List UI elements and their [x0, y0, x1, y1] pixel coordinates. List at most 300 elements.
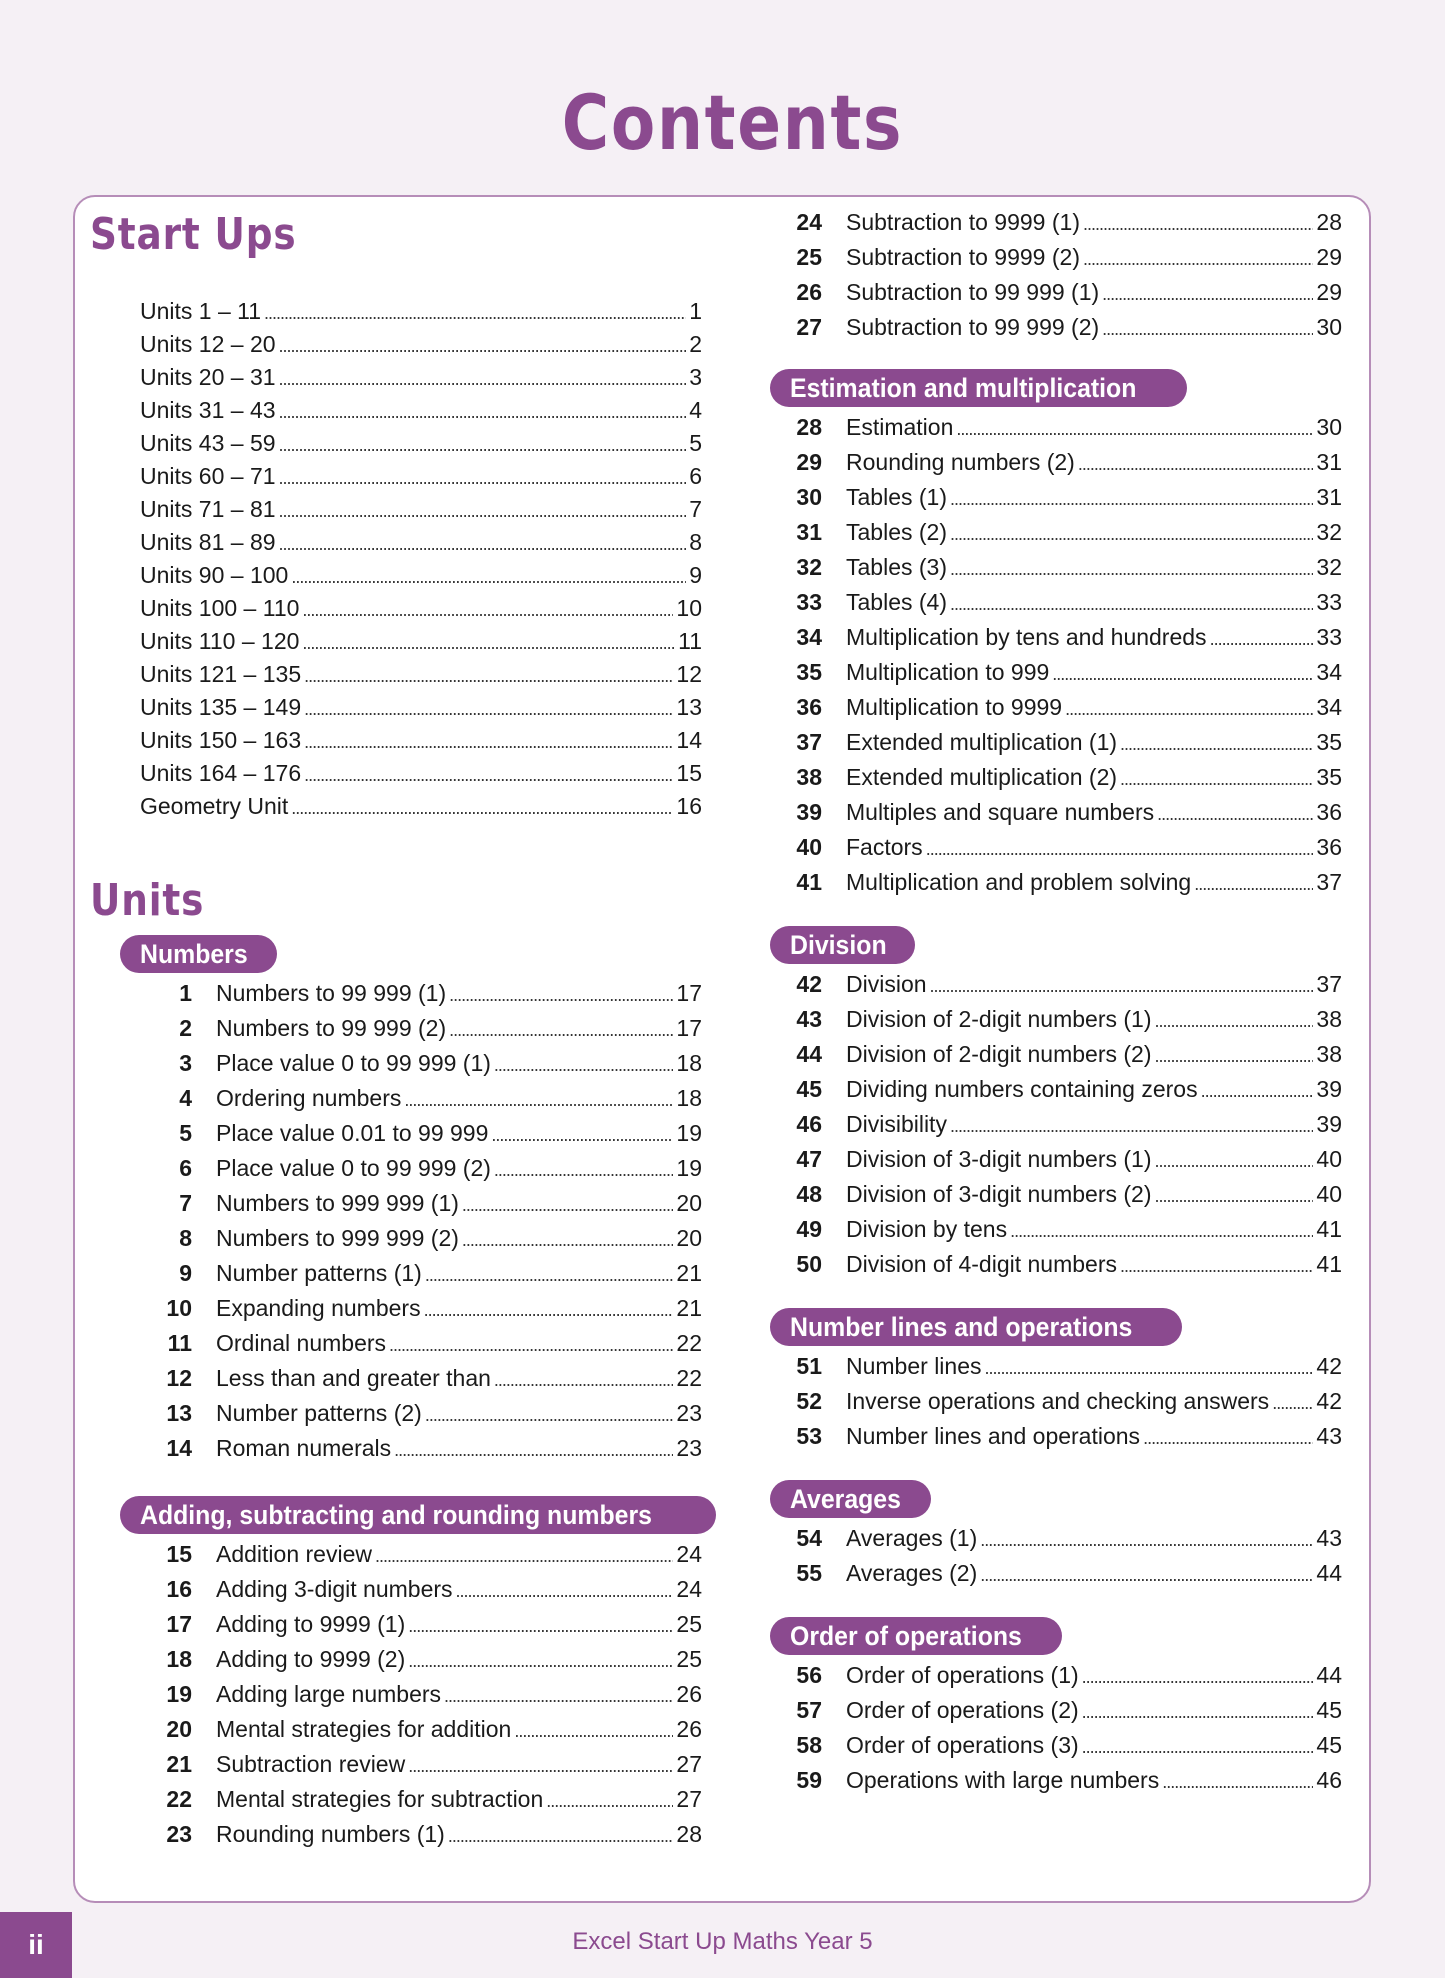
toc-entry	[140, 625, 702, 658]
toc-entry	[140, 361, 702, 394]
dot-leader	[950, 550, 1313, 587]
dot-leader	[279, 526, 687, 561]
toc-entry	[140, 1607, 702, 1642]
page-number-ref: 44	[1316, 1662, 1342, 1688]
page-number-ref: 16	[676, 793, 702, 819]
page-number-ref: 45	[1316, 1732, 1342, 1758]
entry-title: Multiplication by tens and hundreds	[846, 624, 1207, 650]
dot-leader	[408, 1642, 673, 1679]
unit-number: 42	[796, 971, 822, 997]
toc-entry	[140, 526, 702, 559]
toc-entry	[140, 427, 702, 460]
toc-entry	[140, 1011, 702, 1046]
entry-title: Averages (1)	[846, 1525, 978, 1551]
unit-number: 49	[796, 1216, 822, 1242]
dot-leader	[926, 830, 1314, 867]
page-number-ref: 31	[1316, 449, 1342, 475]
entry-title: Number lines	[846, 1353, 982, 1379]
entry-title: Division	[846, 971, 927, 997]
page-number-ref: 6	[689, 463, 702, 489]
toc-entry	[770, 1107, 1342, 1142]
unit-number: 51	[796, 1353, 822, 1379]
toc-entry	[770, 275, 1342, 310]
page-number-ref: 46	[1316, 1767, 1342, 1793]
unit-number: 11	[167, 1330, 192, 1356]
dot-leader	[1120, 760, 1313, 797]
entry-title: Numbers to 99 999 (1)	[216, 980, 447, 1006]
section-pill-adding-subtracting: Adding, subtracting and rounding numbers	[120, 1496, 716, 1534]
toc-entry	[140, 790, 702, 823]
toc-entry	[770, 1658, 1342, 1693]
toc-entry	[140, 295, 702, 328]
page-number-ref: 39	[1316, 1076, 1342, 1102]
toc-entry	[140, 328, 702, 361]
page-number-ref: 10	[676, 595, 702, 621]
page-number-ref: 2	[689, 331, 702, 357]
dot-leader	[375, 1537, 673, 1574]
page-number-ref: 20	[676, 1190, 702, 1216]
page-number-ref: 45	[1316, 1697, 1342, 1723]
toc-entry	[140, 1747, 702, 1782]
page-number-ref: 38	[1316, 1041, 1342, 1067]
dot-leader	[1082, 1693, 1314, 1730]
toc-entry	[770, 1002, 1342, 1037]
toc-entry	[140, 1537, 702, 1572]
page-number-ref: 26	[676, 1716, 702, 1742]
unit-number: 48	[796, 1181, 822, 1207]
page-title: Contents	[561, 78, 904, 167]
unit-number: 44	[796, 1041, 822, 1067]
entry-title: Division of 2-digit numbers (1)	[846, 1006, 1152, 1032]
entry-title: Tables (2)	[846, 519, 947, 545]
dot-leader	[1010, 1212, 1313, 1249]
dot-leader	[291, 790, 673, 825]
unit-number: 3	[179, 1050, 192, 1076]
entry-title: Multiples and square numbers	[846, 799, 1155, 825]
dot-leader	[950, 1107, 1313, 1144]
toc-entry	[140, 976, 702, 1011]
entry-title: Roman numerals	[216, 1435, 392, 1461]
entry-title: Rounding numbers (2)	[846, 449, 1075, 475]
dot-leader	[1065, 690, 1313, 727]
unit-number: 5	[179, 1120, 192, 1146]
toc-entry	[140, 460, 702, 493]
dot-leader	[1155, 1177, 1314, 1214]
toc-entry	[770, 205, 1342, 240]
dot-leader	[304, 691, 673, 726]
toc-entry	[140, 1151, 702, 1186]
dot-leader	[404, 1081, 673, 1118]
dot-leader	[1155, 1037, 1314, 1074]
dot-leader	[1162, 1763, 1313, 1800]
toc-entry	[140, 1642, 702, 1677]
unit-number: 13	[166, 1400, 192, 1426]
page-number-ref: 43	[1316, 1423, 1342, 1449]
toc-entry	[140, 1291, 702, 1326]
dot-leader	[448, 1817, 674, 1854]
toc-entry	[770, 1763, 1342, 1798]
entry-title: Rounding numbers (1)	[216, 1821, 445, 1847]
toc-entry	[770, 830, 1342, 865]
entry-title: Units 81 – 89	[140, 529, 276, 555]
page-number-ref: 4	[689, 397, 702, 423]
toc-entry	[770, 967, 1342, 1002]
page-number-ref: 26	[676, 1681, 702, 1707]
page-number-ref: 1	[689, 298, 702, 324]
toc-entry	[770, 1693, 1342, 1728]
page-number-ref: 23	[676, 1435, 702, 1461]
section-pill-averages: Averages	[770, 1480, 931, 1518]
page-number-ref: 17	[676, 1015, 702, 1041]
dot-leader	[985, 1349, 1314, 1386]
entry-title: Order of operations (1)	[846, 1662, 1079, 1688]
page-number-ref: 38	[1316, 1006, 1342, 1032]
page-number-ref: 28	[1316, 209, 1342, 235]
entry-title: Units 1 – 11	[140, 298, 262, 324]
unit-number: 25	[796, 244, 822, 270]
unit-number: 28	[796, 414, 822, 440]
toc-entry	[140, 1046, 702, 1081]
entry-title: Extended multiplication (2)	[846, 764, 1118, 790]
entry-title: Adding large numbers	[216, 1681, 442, 1707]
page-number-ref: 27	[676, 1751, 702, 1777]
unit-number: 10	[166, 1295, 192, 1321]
unit-number: 27	[796, 314, 822, 340]
dot-leader	[1083, 240, 1313, 277]
unit-number: 14	[166, 1435, 192, 1461]
page-number-ref: 19	[676, 1120, 702, 1146]
page-number-ref: 32	[1316, 554, 1342, 580]
entry-title: Division of 3-digit numbers (1)	[846, 1146, 1152, 1172]
unit-number: 35	[796, 659, 822, 685]
section-pill-numbers: Numbers	[120, 935, 277, 973]
dot-leader	[1272, 1384, 1313, 1421]
unit-number: 12	[166, 1365, 192, 1391]
number-lines-list	[770, 1349, 1342, 1454]
entry-title: Multiplication to 9999	[846, 694, 1063, 720]
unit-number: 4	[179, 1085, 192, 1111]
toc-entry	[140, 691, 702, 724]
dot-leader	[1155, 1142, 1314, 1179]
unit-number: 15	[166, 1541, 192, 1567]
unit-number: 38	[796, 764, 822, 790]
unit-number: 54	[796, 1525, 822, 1551]
entry-title: Units 90 – 100	[140, 562, 289, 588]
toc-entry	[140, 1782, 702, 1817]
toc-entry	[140, 1817, 702, 1852]
unit-number: 18	[166, 1646, 192, 1672]
unit-number: 19	[166, 1681, 192, 1707]
unit-number: 17	[166, 1611, 192, 1637]
entry-title: Averages (2)	[846, 1560, 978, 1586]
toc-entry	[140, 1326, 702, 1361]
dot-leader	[1194, 865, 1313, 902]
order-of-operations-list	[770, 1658, 1342, 1798]
entry-title: Expanding numbers	[216, 1295, 421, 1321]
dot-leader	[449, 1011, 673, 1048]
dot-leader	[291, 559, 686, 594]
toc-entry	[770, 480, 1342, 515]
toc-entry	[770, 445, 1342, 480]
entry-title: Geometry Unit	[140, 793, 289, 819]
unit-number: 59	[796, 1767, 822, 1793]
entry-title: Numbers to 999 999 (2)	[216, 1225, 459, 1251]
unit-number: 30	[796, 484, 822, 510]
page-number-ref: 21	[676, 1260, 702, 1286]
toc-entry	[770, 515, 1342, 550]
entry-title: Numbers to 999 999 (1)	[216, 1190, 459, 1216]
unit-number: 52	[796, 1388, 822, 1414]
dot-leader	[1082, 1658, 1314, 1695]
unit-number: 53	[796, 1423, 822, 1449]
entry-title: Tables (4)	[846, 589, 947, 615]
toc-entry	[770, 1349, 1342, 1384]
entry-title: Division of 4-digit numbers	[846, 1251, 1118, 1277]
toc-entry	[140, 1221, 702, 1256]
entry-title: Units 164 – 176	[140, 760, 302, 786]
unit-number: 57	[796, 1697, 822, 1723]
dot-leader	[494, 1046, 674, 1083]
entry-title: Place value 0.01 to 99 999	[216, 1120, 489, 1146]
toc-entry	[770, 760, 1342, 795]
unit-number: 34	[796, 624, 822, 650]
unit-number: 22	[166, 1786, 192, 1812]
page-number-ref: 33	[1316, 589, 1342, 615]
page-number-ref: 23	[676, 1400, 702, 1426]
unit-number: 7	[179, 1190, 192, 1216]
toc-entry	[770, 1556, 1342, 1591]
dot-leader	[1155, 1002, 1314, 1039]
dot-leader	[514, 1712, 673, 1749]
dot-leader	[304, 757, 673, 792]
dot-leader	[1120, 1247, 1313, 1284]
toc-entry	[770, 1521, 1342, 1556]
numbers-list	[90, 976, 702, 1466]
toc-entry	[770, 550, 1342, 585]
unit-number: 36	[796, 694, 822, 720]
page-number-ref: 35	[1316, 729, 1342, 755]
page-number-ref: 27	[676, 1786, 702, 1812]
unit-number: 16	[166, 1576, 192, 1602]
section-pill-division: Division	[770, 926, 915, 964]
page-number-ref: 20	[676, 1225, 702, 1251]
entry-title: Divisibility	[846, 1111, 947, 1137]
book-title: Excel Start Up Maths Year 5	[572, 1928, 873, 1955]
page-number-ref: 31	[1316, 484, 1342, 510]
toc-entry	[770, 620, 1342, 655]
page-number-ref: 25	[676, 1646, 702, 1672]
unit-number: 2	[179, 1015, 192, 1041]
page-number-ref: 34	[1316, 659, 1342, 685]
page-number-ref: 18	[676, 1050, 702, 1076]
page-number-ref: 5	[689, 430, 702, 456]
page-number-ref: 41	[1316, 1216, 1342, 1242]
toc-entry	[770, 1212, 1342, 1247]
unit-number: 40	[796, 834, 822, 860]
unit-number: 47	[796, 1146, 822, 1172]
dot-leader	[462, 1221, 674, 1258]
entry-title: Subtraction to 9999 (1)	[846, 209, 1080, 235]
entry-title: Less than and greater than	[216, 1365, 491, 1391]
entry-title: Units 135 – 149	[140, 694, 302, 720]
entry-title: Number patterns (2)	[216, 1400, 422, 1426]
entry-title: Units 121 – 135	[140, 661, 302, 687]
page-number-ref: 32	[1316, 519, 1342, 545]
entry-title: Units 100 – 110	[140, 595, 300, 621]
section-pill-number-lines: Number lines and operations	[770, 1308, 1182, 1346]
toc-entry	[770, 1728, 1342, 1763]
unit-number: 20	[166, 1716, 192, 1742]
toc-entry	[140, 658, 702, 691]
dot-leader	[1083, 205, 1313, 242]
entry-title: Units 12 – 20	[140, 331, 276, 357]
start-ups-list	[90, 295, 702, 823]
dot-leader	[424, 1291, 674, 1328]
page-number-ref: 17	[676, 980, 702, 1006]
entry-title: Adding to 9999 (1)	[216, 1611, 406, 1637]
entry-title: Units 71 – 81	[140, 496, 276, 522]
entry-title: Estimation	[846, 414, 954, 440]
dot-leader	[456, 1572, 674, 1609]
dot-leader	[389, 1326, 673, 1363]
unit-number: 55	[796, 1560, 822, 1586]
page-number-ref: 41	[1316, 1251, 1342, 1277]
dot-leader	[494, 1361, 673, 1398]
dot-leader	[1102, 310, 1313, 347]
page-number-ref: 9	[689, 562, 702, 588]
entry-title: Mental strategies for addition	[216, 1716, 512, 1742]
entry-title: Units 43 – 59	[140, 430, 276, 456]
toc-entry	[770, 795, 1342, 830]
dot-leader	[950, 585, 1313, 622]
entry-title: Subtraction to 99 999 (1)	[846, 279, 1100, 305]
entry-title: Factors	[846, 834, 923, 860]
unit-number: 37	[796, 729, 822, 755]
toc-entry	[770, 725, 1342, 760]
page-number-ref: 42	[1316, 1353, 1342, 1379]
unit-number: 39	[796, 799, 822, 825]
page-number-ref: 29	[1316, 244, 1342, 270]
toc-entry	[140, 1256, 702, 1291]
entry-title: Units 20 – 31	[140, 364, 276, 390]
page-number-ref: 21	[676, 1295, 702, 1321]
page-number-ref: 30	[1316, 414, 1342, 440]
dot-leader	[494, 1151, 674, 1188]
page-number-ref: 15	[676, 760, 702, 786]
unit-number: 41	[796, 869, 822, 895]
unit-number: 9	[179, 1260, 192, 1286]
page-number-ref: 19	[676, 1155, 702, 1181]
entry-title: Ordinal numbers	[216, 1330, 387, 1356]
entry-title: Place value 0 to 99 999 (2)	[216, 1155, 491, 1181]
toc-entry	[770, 240, 1342, 275]
toc-entry	[140, 559, 702, 592]
page-number-ref: 37	[1316, 971, 1342, 997]
toc-entry	[770, 310, 1342, 345]
entry-title: Adding 3-digit numbers	[216, 1576, 453, 1602]
page-number-ref: 37	[1316, 869, 1342, 895]
dot-leader	[449, 976, 673, 1013]
unit-number: 21	[166, 1751, 192, 1777]
toc-entry	[140, 757, 702, 790]
entry-title: Place value 0 to 99 999 (1)	[216, 1050, 491, 1076]
toc-entry	[770, 865, 1342, 900]
units-heading: Units	[90, 875, 205, 926]
dot-leader	[444, 1677, 673, 1714]
page-number-ref: 44	[1316, 1560, 1342, 1586]
page-number-ref: 24	[676, 1541, 702, 1567]
toc-entry	[770, 690, 1342, 725]
toc-entry	[770, 585, 1342, 620]
section-pill-estimation: Estimation and multiplication	[770, 369, 1187, 407]
entry-title: Order of operations (3)	[846, 1732, 1079, 1758]
toc-entry	[770, 1037, 1342, 1072]
page-number-ref: 25	[676, 1611, 702, 1637]
dot-leader	[304, 724, 673, 759]
entry-title: Division of 2-digit numbers (2)	[846, 1041, 1152, 1067]
page-number-ref: 42	[1316, 1388, 1342, 1414]
dot-leader	[1120, 725, 1313, 762]
page-number-ref: 39	[1316, 1111, 1342, 1137]
page-number-ref: 29	[1316, 279, 1342, 305]
page-number-ref: 40	[1316, 1181, 1342, 1207]
unit-number: 45	[796, 1076, 822, 1102]
page-number-ref: 8	[689, 529, 702, 555]
entry-title: Inverse operations and checking answers	[846, 1388, 1270, 1414]
entry-title: Number patterns (1)	[216, 1260, 422, 1286]
dot-leader	[279, 493, 687, 528]
toc-entry	[770, 410, 1342, 445]
dot-leader	[1052, 655, 1313, 692]
unit-number: 56	[796, 1662, 822, 1688]
dot-leader	[408, 1747, 673, 1784]
entry-title: Adding to 9999 (2)	[216, 1646, 406, 1672]
unit-number: 6	[179, 1155, 192, 1181]
unit-number: 46	[796, 1111, 822, 1137]
dot-leader	[279, 394, 687, 429]
averages-list	[770, 1521, 1342, 1591]
dot-leader	[491, 1116, 673, 1153]
dot-leader	[956, 410, 1313, 447]
dot-leader	[394, 1431, 673, 1468]
dot-leader	[980, 1556, 1313, 1593]
dot-leader	[950, 480, 1313, 517]
dot-leader	[1078, 445, 1314, 482]
page-number-ref: 43	[1316, 1525, 1342, 1551]
page-number-ref: 33	[1316, 624, 1342, 650]
entry-title: Subtraction to 9999 (2)	[846, 244, 1080, 270]
toc-entry	[770, 1072, 1342, 1107]
dot-leader	[302, 625, 675, 660]
adding-subtracting-list-continued	[770, 205, 1342, 345]
entry-title: Units 150 – 163	[140, 727, 302, 753]
section-pill-order-of-operations: Order of operations	[770, 1617, 1062, 1655]
left-column	[90, 205, 702, 1852]
estimation-list	[770, 410, 1342, 900]
dot-leader	[1210, 620, 1314, 657]
unit-number: 24	[796, 209, 822, 235]
start-ups-heading: Start Ups	[90, 209, 297, 260]
dot-leader	[1143, 1419, 1313, 1456]
page-number-ref: 35	[1316, 764, 1342, 790]
dot-leader	[1201, 1072, 1314, 1109]
dot-leader	[1082, 1728, 1314, 1765]
dot-leader	[930, 967, 1314, 1004]
entry-title: Number lines and operations	[846, 1423, 1141, 1449]
dot-leader	[425, 1396, 674, 1433]
entry-title: Dividing numbers containing zeros	[846, 1076, 1198, 1102]
page-number-ref: 40	[1316, 1146, 1342, 1172]
